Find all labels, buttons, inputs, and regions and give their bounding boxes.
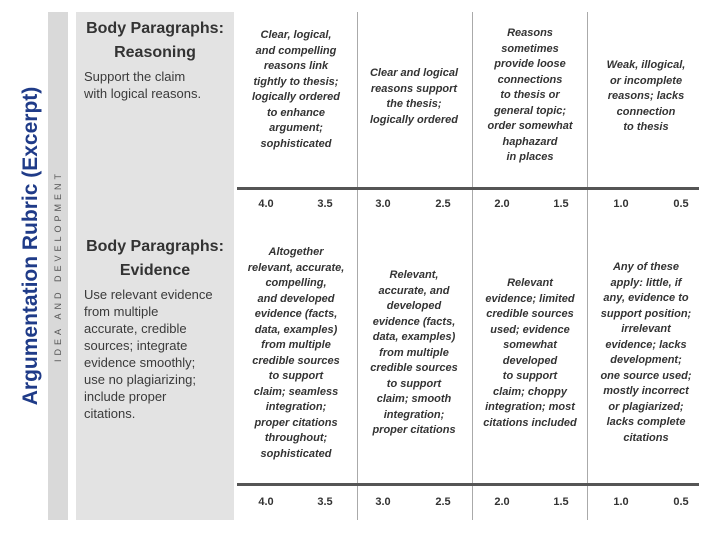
score-label: 4.0: [258, 198, 274, 210]
score-label: 0.5: [673, 496, 689, 508]
score-label: 1.5: [553, 496, 569, 508]
score-label: 0.5: [673, 198, 689, 210]
level-cell-reasoning-4: Clear, logical, and compelling reasons link tightly to thesis; logically ordered to enhance argument; sophisticated: [251, 29, 341, 150]
score-label: 2.0: [494, 496, 510, 508]
criterion-evidence: [76, 230, 234, 520]
score-label: 2.5: [435, 198, 451, 210]
level-cell-evidence-4: Altogether relevant, accurate, compelling, and developed evidence (facts, data, examples) from multiple credible sources to support claim; seamless integration; proper citations throughout; sophisticated: [247, 246, 345, 460]
level-cell-evidence-1: Any of these apply: little, if any, evidence to support position; irrelevant evidence; lacks development; one source used; mostly incorrect or plagiarized; lacks complete citations: [600, 261, 692, 444]
score-label: 3.5: [317, 496, 333, 508]
score-label: 1.0: [613, 496, 629, 508]
slide-title: Argumentation Rubric (Excerpt): [19, 86, 42, 406]
criterion-reasoning: [76, 12, 234, 230]
score-label: 3.0: [375, 496, 391, 508]
score-scale-line: [237, 187, 699, 190]
criterion-description: Use relevant evidence from multiple accurate, credible sources; integrate evidence smoothly; use no plagiarizing; include proper citations.: [84, 287, 213, 421]
side-divider: [68, 12, 76, 520]
score-label: 2.0: [494, 198, 510, 210]
side-category-label: IDEA AND DEVELOPMENT: [53, 169, 63, 363]
score-label: 2.5: [435, 496, 451, 508]
level-cell-evidence-2: Relevant evidence; limited credible sources used; evidence somewhat developed to support claim; choppy integration; most citations included: [483, 277, 577, 429]
level-cell-reasoning-3: Clear and logical reasons support the thesis; logically ordered: [369, 67, 459, 126]
score-label: 4.0: [258, 496, 274, 508]
score-scale-line: [237, 483, 699, 486]
score-label: 1.0: [613, 198, 629, 210]
level-cell-evidence-3: Relevant, accurate, and developed evidence (facts, data, examples) from multiple credible sources to support claim; smooth integration; proper citations: [370, 269, 458, 436]
level-cell-reasoning-1: Weak, illogical, or incomplete reasons; lacks connection to thesis: [606, 59, 686, 133]
score-label: 1.5: [553, 198, 569, 210]
score-label: 3.5: [317, 198, 333, 210]
score-label: 3.0: [375, 198, 391, 210]
side-category-band: [48, 12, 68, 520]
criterion-heading: Body Paragraphs: Evidence: [86, 238, 224, 279]
criterion-heading: Body Paragraphs: Reasoning: [86, 20, 224, 61]
criterion-description: Support the claim with logical reasons.: [84, 69, 202, 101]
level-cell-reasoning-2: Reasons sometimes provide loose connections to thesis or general topic; order somewhat haphazard in places: [487, 27, 573, 163]
